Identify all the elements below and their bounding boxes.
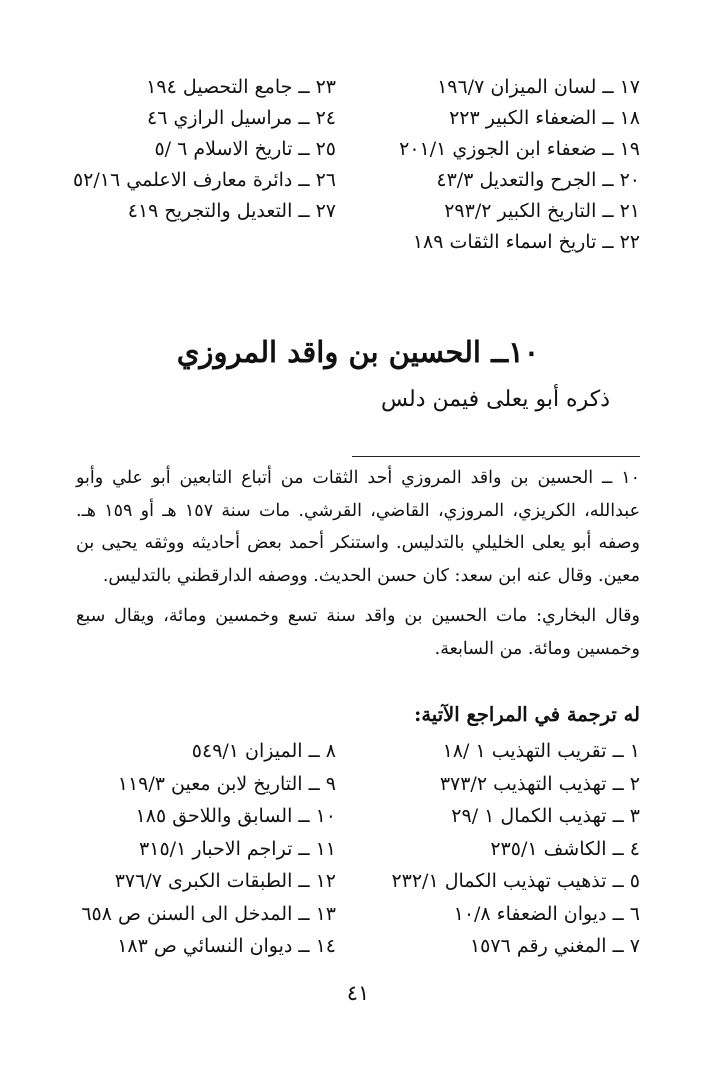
top-sources-left-column xyxy=(46,72,336,227)
footnote-paragraph-1: ١٠ ــ الحسين بن واقد المروزي أحد الثقات من أتباع التابعين أبو علي وأبو عبدالله، الكريزي، المروزي، القاضي، القرشي. مات سنة ١٥٧ هـ أو ١٥٩ هـ. وصفه أبو يعلى الخليلي بالتدليس. واستنكر أحمد بعض أحاديثه ووثقه يحيى بن معين. وقال عنه ابن سعد: كان حسن الحديث. ووصفه الدارقطني بالتدليس. xyxy=(76,468,641,586)
reference-item: ٣ ــ تهذيب الكمال ١ /٢٩ xyxy=(451,805,640,827)
source-item: ٢٢ ــ تاريخ اسماء الثقات ١٨٩ xyxy=(412,231,640,253)
source-item: ١٧ ــ لسان الميزان ١٩٦/٧ xyxy=(437,76,640,98)
footnote-paragraph-2: وقال البخاري: مات الحسين بن واقد سنة تسع وخمسين ومائة، ويقال سبع وخمسين ومائة. من السابعة. xyxy=(76,606,640,659)
reference-item: ٢ ــ تهذيب التهذيب ٣٧٣/٢ xyxy=(439,772,640,795)
reference-item: ١١ ــ تراجم الاحبار ٣١٥/١ xyxy=(139,837,336,860)
reference-item: ٥ ــ تذهيب تهذيب الكمال ٢٣٢/١ xyxy=(391,870,640,892)
source-item: ٢٦ ــ دائرة معارف الاعلمي ٥٢/١٦ xyxy=(72,169,336,191)
reference-item: ٦ ــ ديوان الضعفاء ١٠/٨ xyxy=(453,902,640,925)
reference-item: ١٢ ــ الطبقات الكبرى ٣٧٦/٧ xyxy=(114,870,336,892)
source-item: ١٨ ــ الضعفاء الكبير ٢٢٣ xyxy=(449,107,640,129)
reference-item: ٧ ــ المغني رقم ١٥٧٦ xyxy=(469,935,640,957)
source-item: ١٩ ــ ضعفاء ابن الجوزي ٢٠١/١ xyxy=(399,138,640,160)
source-item: ٢٧ ــ التعديل والتجريح ٤١٩ xyxy=(127,200,336,222)
reference-item: ١٣ ــ المدخل الى السنن ص ٦٥٨ xyxy=(81,902,336,925)
top-sources-right-column xyxy=(340,72,640,258)
reference-item: ٨ ــ الميزان ٥٤٩/١ xyxy=(191,740,336,762)
source-item: ٢٥ ــ تاريخ الاسلام ٦ /٥ xyxy=(154,138,336,160)
reference-item: ١٠ ــ السابق واللاحق ١٨٥ xyxy=(135,805,336,827)
reference-item: ٤ ــ الكاشف ٢٣٥/١ xyxy=(490,837,640,860)
references-left-column xyxy=(46,735,336,963)
source-item: ٢٣ ــ جامع التحصيل ١٩٤ xyxy=(146,76,336,98)
references-right-column xyxy=(340,735,640,963)
entry-title: ١٠ــ الحسين بن واقد المروزي xyxy=(176,335,540,369)
reference-item: ١٤ ــ ديوان النسائي ص ١٨٣ xyxy=(117,935,336,957)
source-item: ٢٤ ــ مراسيل الرازي ٤٦ xyxy=(147,107,336,129)
entry-subtitle: ذكره أبو يعلى فيمن دلس xyxy=(380,387,610,412)
reference-item: ١ ــ تقريب التهذيب ١ /١٨ xyxy=(442,740,640,762)
references-heading: له ترجمة في المراجع الآتية: xyxy=(414,703,640,726)
footnote-divider xyxy=(352,456,640,457)
page-number: ٤١ xyxy=(346,981,370,1005)
footnote-block xyxy=(76,462,640,665)
source-item: ٢١ ــ التاريخ الكبير ٢٩٣/٢ xyxy=(444,200,640,222)
source-item: ٢٠ ــ الجرح والتعديل ٤٣/٣ xyxy=(436,169,640,191)
reference-item: ٩ ــ التاريخ لابن معين ١١٩/٣ xyxy=(117,772,336,795)
